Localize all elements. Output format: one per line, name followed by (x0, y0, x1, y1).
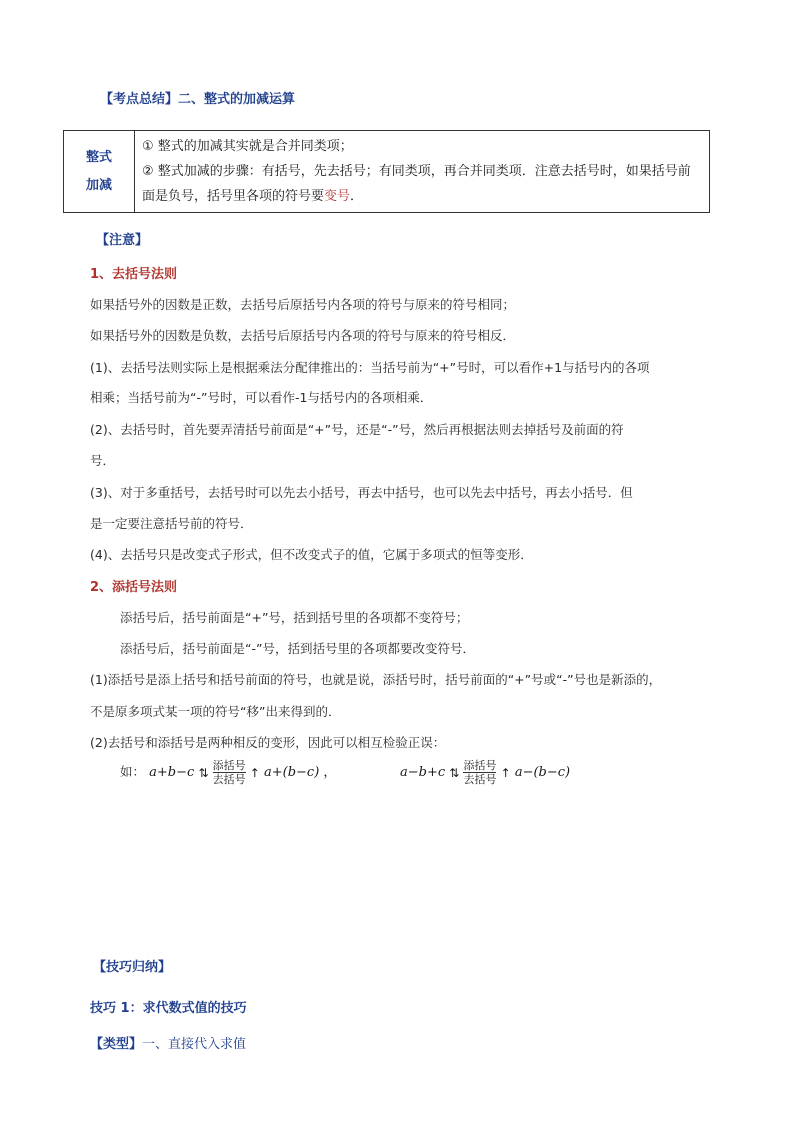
rule2-item1-line1: (1)添括号是添上括号和括号前面的符号，也就是说，添括号时，括号前面的“+”号或“-”号也是新添的， (90, 672, 662, 687)
example-left-expr: a+b−c (149, 765, 195, 780)
example-formula-right (400, 759, 570, 786)
example-right-expr: a−b+c (400, 765, 446, 780)
example-comma: ， (323, 765, 337, 780)
summary-point-2-text: ② 整式加减的步骤：有括号，先去括号；有同类项，再合并同类项．注意去括号时，如果括号前面是负号，括号里各项的符号要 (142, 164, 691, 204)
remove-bracket-label: 去括号 (212, 773, 246, 786)
type-bracket: 【类型】 (90, 1037, 143, 1052)
summary-point-2-end: ． (350, 189, 364, 204)
example-label-stack-left (213, 759, 246, 786)
notice-title: 【注意】 (96, 233, 149, 248)
example-label-stack-right (463, 759, 496, 786)
add-bracket-label: 添括号 (212, 759, 246, 772)
rule1-item1-line2: 相乘；当括号前为“-”号时，可以看作-1与括号内的各项相乘． (90, 390, 433, 405)
rule1-item1-line1: (1)、去括号法则实际上是根据乘法分配律推出的：当括号前为“+”号时，可以看作+1与括号内的各项 (90, 360, 650, 375)
rule2-heading: 2、添括号法则 (90, 580, 178, 595)
summary-label-line1: 整式 (85, 149, 112, 165)
summary-point-2-highlight: 变号 (324, 189, 351, 204)
section-title: 【考点总结】二、整式的加减运算 (100, 92, 296, 107)
summary-point-1: ① 整式的加减其实就是合并同类项； (142, 139, 353, 154)
rule1-item3-line2: 是一定要注意括号前的符号． (90, 516, 253, 531)
up-down-arrow-icon: ⇅ (449, 765, 460, 780)
type-line (90, 1033, 246, 1052)
example-prefix: 如： (120, 764, 146, 779)
rule1-line2: 如果括号外的因数是负数，去括号后原括号内各项的符号与原来的符号相反． (90, 328, 516, 343)
summary-label-cell (64, 131, 135, 213)
rule2-line1: 添括号后，括号前面是“+”号，括到括号里的各项都不变符号； (120, 610, 469, 625)
rule1-item2-line1: (2)、去括号时，首先要弄清括号前面是“+”号，还是“-”号，然后再根据法则去掉括号及前面的符 (90, 422, 624, 437)
up-arrow-icon: ↑ (500, 765, 511, 780)
rule2-line2: 添括号后，括号前面是“-”号，括到括号里的各项都要改变符号． (120, 641, 475, 656)
remove-bracket-label: 去括号 (463, 773, 497, 786)
summary-table (63, 130, 710, 213)
rule1-item2-line2: 号． (90, 453, 116, 468)
example-right-result: a−(b−c) (514, 765, 571, 780)
summary-content-cell (135, 131, 710, 213)
summary-point-2 (142, 159, 703, 209)
rule2-item1-line2: 不是原多项式某一项的符号“移”出来得到的． (90, 704, 341, 719)
example-left-result: a+(b−c) (263, 765, 320, 780)
up-arrow-icon: ↑ (249, 765, 260, 780)
rule1-line1: 如果括号外的因数是正数，去括号后原括号内各项的符号与原来的符号相同； (90, 297, 516, 312)
rule2-item2: (2)去括号和添括号是两种相反的变形，因此可以相互检验正误： (90, 735, 446, 750)
skill1-heading: 技巧 1：求代数式值的技巧 (90, 1001, 247, 1016)
summary-label-line2: 加减 (85, 177, 112, 193)
rule1-item3-line1: (3)、对于多重括号，去括号时可以先去小括号，再去中括号，也可以先去中括号，再去小括号．但 (90, 485, 633, 500)
add-bracket-label: 添括号 (463, 759, 497, 772)
up-down-arrow-icon: ⇅ (198, 765, 209, 780)
example-formula-left (120, 759, 336, 786)
type-text: 一、直接代入求值 (142, 1037, 247, 1052)
skills-title: 【技巧归纳】 (93, 960, 172, 975)
rule1-heading: 1、去括号法则 (90, 267, 178, 282)
rule1-item4: (4)、去括号只是改变式子形式，但不改变式子的值，它属于多项式的恒等变形． (90, 547, 533, 562)
